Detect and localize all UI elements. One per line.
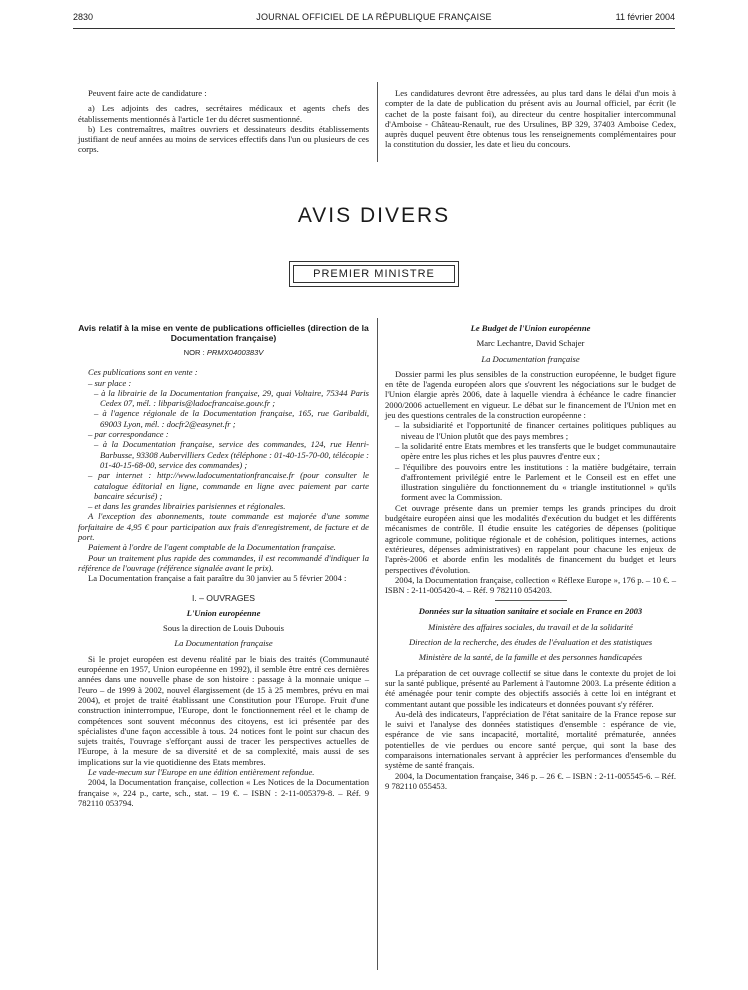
budget-point-solidarity: – la solidarité entre Etats membres et les transferts que le budget communautaire opère entre les plus riches et les plus pauvres d'entre eux ;: [395, 440, 676, 462]
publications-intro: La Documentation française a fait paraître du 30 janvier au 5 février 2004 :: [88, 573, 347, 584]
ministry-box: [289, 261, 459, 287]
book-title-sanitaire: Données sur la situation sanitaire et sociale en France en 2003: [418, 606, 643, 617]
column-divider-top: [377, 82, 378, 162]
sale-reference: Pour un traitement plus rapide des commandes, il est recommandé d'indiquer la référence de l'ouvrage (référence signalée avant le prix).: [78, 552, 369, 573]
sale-service: – à la Documentation française, service des commandes, 124, rue Henri-Barbusse, 93308 Aubervilliers Cedex (téléphone : 01-40-15-70-00, télécopie : 01-40-15-68-00, service des commandes) ;: [94, 439, 369, 470]
candidature-item-b: b) Les contremaîtres, maîtres ouvriers et dessinateurs desdits établissements justifiant de neuf années au moins de services effectifs dans l'un ou plusieurs de ces corps.: [78, 123, 369, 155]
direction-research: Direction de la recherche, des études de l'évaluation et des statistiques: [408, 637, 653, 648]
ministry-health: Ministère de la santé, de la famille et des personnes handicapées: [418, 652, 643, 663]
nor-label: NOR :: [183, 348, 205, 357]
book-description-budget: Dossier parmi les plus sensibles de la construction européenne, le budget figure en tête de l'agenda européen alors que s'ouvrent les négociations sur le budget de l'Union élargie après 2006, date à laquelle viendra à échéance le cadre financier 2000/2006 actuellement en vigueur. Le débat sur le financement de l'Union met en jeu des questions centrales de la construction européenne :: [385, 368, 676, 421]
book-title-union: L'Union européenne: [186, 607, 261, 618]
bottom-left-column: [78, 323, 369, 808]
page-number: 2830: [73, 12, 94, 22]
journal-title: JOURNAL OFFICIEL DE LA RÉPUBLIQUE FRANÇAISE: [256, 12, 492, 22]
book-publisher-budget: La Documentation française: [481, 353, 580, 364]
budget-point-balance: – l'équilibre des pouvoirs entre les institutions : la matière budgétaire, terrain d'affrontement privilégié entre le Parlement et le Conseil est en effet une illustration singulière du fonctionnement du « triangle institutionnel » qu'ils forment avec la Commission.: [395, 461, 676, 503]
book-reference-sanitaire: 2004, la Documentation française, 346 p. – 26 €. – ISBN : 2-11-005545-6. – Réf. 9 782110 055453.: [385, 770, 676, 791]
sale-on-site: – sur place :: [88, 377, 132, 388]
candidature-intro: Peuvent faire acte de candidature :: [88, 88, 207, 98]
sale-correspondence: – par correspondance :: [88, 429, 169, 440]
running-header: [73, 12, 675, 26]
nor-code: PRMX0400383V: [206, 348, 264, 357]
sale-intro: Ces publications sont en vente :: [88, 367, 198, 378]
book-description-sanitaire: La préparation de cet ouvrage collectif se situe dans le contexte du projet de loi sur la santé publique, présenté au Parlement à l'automne 2003. La présente édition a été aménagée pour tenir compte des objectifs associés à cette loi en intégrant et commentant autant que possible les indicateurs et données pouvant s'y référer.: [385, 667, 676, 709]
sale-internet: – par internet : http://www.ladocumentationfrancaise.fr (pour consulter le catalogue éditorial en ligne, commande en ligne avec paiement par carte bancaire sécurisé) ;: [88, 470, 369, 501]
book-reference-union: 2004, la Documentation française, collection « Les Notices de la Documentation française », 224 p., carte, sch., stat. – 19 €. – ISBN : 2-11-005379-8. – Réf. 9 782110 053794.: [78, 777, 369, 808]
book-reference-budget: 2004, la Documentation française, collection « Réflexe Europe », 176 p. – 10 €. – ISBN : 2-11-005420-4. – Réf. 9 782110 054203.: [385, 574, 676, 596]
book-description-union: Si le projet européen est devenu réalité par le biais des traités (Communauté européenne en 1957, Union européenne en 1992), il semble être entré ces dernières années dans une nouvelle phase de son histoire : passage à la monnaie unique – l'euro – de 1999 à 2002, nouvel élargissement (de 15 à 25 membres, prévu en mai 2004), et projet de traité établissant une Constitution pour l'Europe. Fruit d'une construction ininterrompue, l'Europe, dont le fonctionnement réel et le champ de compétences sont souvent méconnus des citoyens, est ici présentée par des spécialistes d'une façon accessible à tous. 24 notices font le point sur chacun des sujets traités, l'ouvrage s'efforçant aussi de tracer les perspectives actuelles de l'Europe, à la mesure de sa diversité et de sa complexité, mais aussi de ses implications sur la vie quotidienne des Etats membres.: [78, 653, 369, 767]
candidature-item-a: a) Les adjoints des cadres, secrétaires médicaux et agents chefs des établissements mentionnés à l'article 1er du décret susmentionné.: [78, 103, 369, 124]
budget-point-subsidiarity: – la subsidiarité et l'opportunité de financer certaines politiques publiques au niveau de l'Union plutôt que des pays membres ;: [395, 420, 676, 441]
section-title: AVIS DIVERS: [297, 204, 451, 227]
book-tagline-union: Le vade-mecum sur l'Europe en une édition entièrement refondue.: [88, 766, 315, 777]
notice-title: Avis relatif à la mise en vente de publications officielles (direction de la Documentation française): [78, 323, 369, 343]
sale-payment: Paiement à l'ordre de l'agent comptable de la Documentation française.: [88, 542, 336, 553]
sale-librairie: – à la librairie de la Documentation française, 29, quai Voltaire, 75344 Paris Cedex 07, mél. : libparis@ladocfrancaise.gouv.fr ;: [94, 387, 369, 409]
book-title-budget: Le Budget de l'Union européenne: [470, 323, 591, 333]
header-rule: [73, 28, 675, 29]
column-divider-bottom: [377, 318, 378, 970]
book-summary-sanitaire: Au-delà des indicateurs, l'appréciation de l'état sanitaire de la France repose sur le suivi et l'analyse des données statistiques d'ensemble : espérance de vie, espérance de vie sans incapacité, mortalité, mortalité prématurée, années potentielles de vie perdues ou encore santé perçue, qui sont la base des comparaisons internationales servant à apprécier les performances d'ensemble du système de santé français.: [385, 708, 676, 771]
bottom-right-column: [385, 323, 676, 791]
top-right-column: [385, 88, 676, 150]
sale-surcharge: A l'exception des abonnements, toute commande est majorée d'une somme forfaitaire de 4,95 € pour participation aux frais d'enregistrement, de facture et de port.: [78, 511, 369, 543]
ministry-social-affairs: Ministère des affaires sociales, du travail et de la solidarité: [428, 621, 633, 632]
book-publisher-union: La Documentation française: [174, 638, 273, 649]
sale-bookstores: – et dans les grandes librairies parisiennes et régionales.: [88, 501, 286, 512]
candidature-address: Les candidatures devront être adressées, au plus tard dans le délai d'un mois à compter de la date de publication du présent avis au Journal officiel, par écrit (le cachet de la poste faisant foi), au directeur du centre hospitalier intercommunal d'Amboise - Château-Renault, rue des Ursulines, BP 329, 37403 Amboise Cedex, auprès duquel peuvent être obtenus tous les renseignements complémentaires pour la constitution du dossier, les date et lieu du concours.: [385, 88, 676, 150]
issue-date: 11 février 2004: [615, 12, 675, 22]
nor-reference: [78, 348, 369, 358]
ouvrages-heading: I. – OUVRAGES: [191, 592, 256, 603]
book-author-union: Sous la direction de Louis Dubouis: [162, 623, 285, 634]
book-summary-budget: Cet ouvrage présente dans un premier temps les grands principes du droit budgétaire européen ainsi que les modalités d'exécution du budget et les différents mécanismes de contrôle. Il étudie ensuite les catégories de dépenses (politique agricole commune, politique régionale et de cohésion, politiques internes, actions extérieures, dépenses administratives) en rappelant pour chacune les enjeux de l'après-2006 et aborde enfin les modalités de financement du budget et leurs perspectives d'évolution.: [385, 502, 676, 575]
sale-agence: – à l'agence régionale de la Documentation française, 165, rue Garibaldi, 69003 Lyon, mél. : docfr2@easynet.fr ;: [94, 408, 369, 429]
top-left-column: [78, 88, 369, 155]
ministry-label: PREMIER MINISTRE: [293, 265, 455, 283]
book-author-budget: Marc Lechantre, David Schajer: [476, 338, 585, 349]
